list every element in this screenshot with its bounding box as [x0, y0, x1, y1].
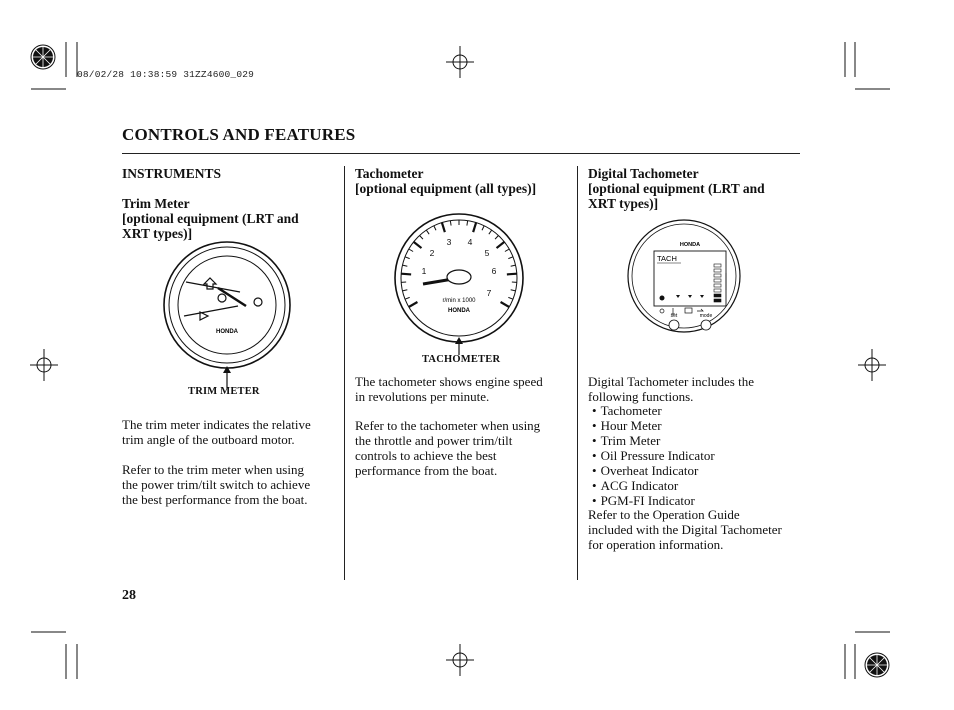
trim-meter-heading: Trim Meter [optional equipment (LRT and XRT types)] — [122, 196, 299, 241]
digital-tach-set-label: set — [670, 313, 678, 319]
page-number: 28 — [122, 588, 136, 603]
trim-meter-paragraph-1: The trim meter indicates the relative trim angle of the outboard motor. — [122, 417, 311, 447]
print-stamp: 08/02/28 10:38:59 31ZZ4600_029 — [77, 69, 255, 80]
tach-unit: r/min x 1000 — [442, 298, 476, 304]
trim-meter-paragraph-2: Refer to the trim meter when using the power trim/tilt switch to achieve the best performance from the boat. — [122, 462, 311, 507]
tachometer-paragraph-2: Refer to the tachometer when using the throttle and power trim/tilt controls to achieve the best performance from the boat. — [355, 418, 541, 478]
tachometer-paragraph-1: The tachometer shows engine speed in revolutions per minute. — [355, 374, 543, 404]
digital-tachometer-heading: Digital Tachometer [optional equipment (LRT and XRT types)] — [588, 166, 765, 211]
list-item: • Trim Meter — [588, 433, 715, 448]
digital-tach-brand: HONDA — [679, 242, 701, 248]
section-title: CONTROLS AND FEATURES — [122, 125, 356, 144]
list-item: • Tachometer — [588, 403, 715, 418]
list-item: • PGM-FI Indicator — [588, 493, 715, 508]
tach-number-2: 2 — [429, 248, 435, 258]
starburst-mark-bottom-right — [865, 653, 889, 677]
tach-number-4: 4 — [467, 237, 473, 247]
digital-tach-intro: Digital Tachometer includes the following functions. — [588, 374, 754, 404]
header-rule — [122, 153, 800, 154]
tachometer-heading: Tachometer [optional equipment (all types)] — [355, 166, 537, 196]
starburst-mark-top-left — [31, 45, 55, 69]
list-item: • ACG Indicator — [588, 478, 715, 493]
digital-tach-mode-button — [701, 320, 711, 330]
digital-tach-set-button — [669, 320, 679, 330]
tach-tick — [401, 274, 411, 275]
trim-meter-brand: HONDA — [216, 329, 238, 335]
tachometer-pointer — [454, 337, 464, 355]
column-divider-2 — [577, 166, 578, 580]
tach-brand: HONDA — [448, 308, 470, 314]
instruments-heading: INSTRUMENTS — [122, 166, 222, 181]
trim-meter-pointer — [222, 366, 232, 388]
digital-tach-mode-label: mode — [699, 313, 713, 319]
digital-tachometer-figure — [626, 218, 742, 334]
tach-number-6: 6 — [491, 266, 497, 276]
digital-tach-outro: Refer to the Operation Guide included with the Digital Tachometer for operation information. — [588, 507, 782, 552]
trim-meter-figure — [162, 240, 292, 370]
tach-number-3: 3 — [446, 237, 452, 247]
digital-tach-function-list — [588, 403, 715, 508]
tach-number-1: 1 — [421, 266, 427, 276]
tachometer-figure — [393, 212, 525, 344]
digital-tach-display-label: TACH — [657, 254, 677, 263]
column-divider-1 — [344, 166, 345, 580]
tach-number-5: 5 — [484, 248, 490, 258]
list-item: • Hour Meter — [588, 418, 715, 433]
list-item: • Oil Pressure Indicator — [588, 448, 715, 463]
trim-meter-caption: TRIM METER — [188, 386, 260, 397]
tach-tick — [507, 274, 517, 275]
list-item: • Overheat Indicator — [588, 463, 715, 478]
tachometer-caption: TACHOMETER — [422, 354, 501, 365]
tach-number-7: 7 — [486, 288, 492, 298]
